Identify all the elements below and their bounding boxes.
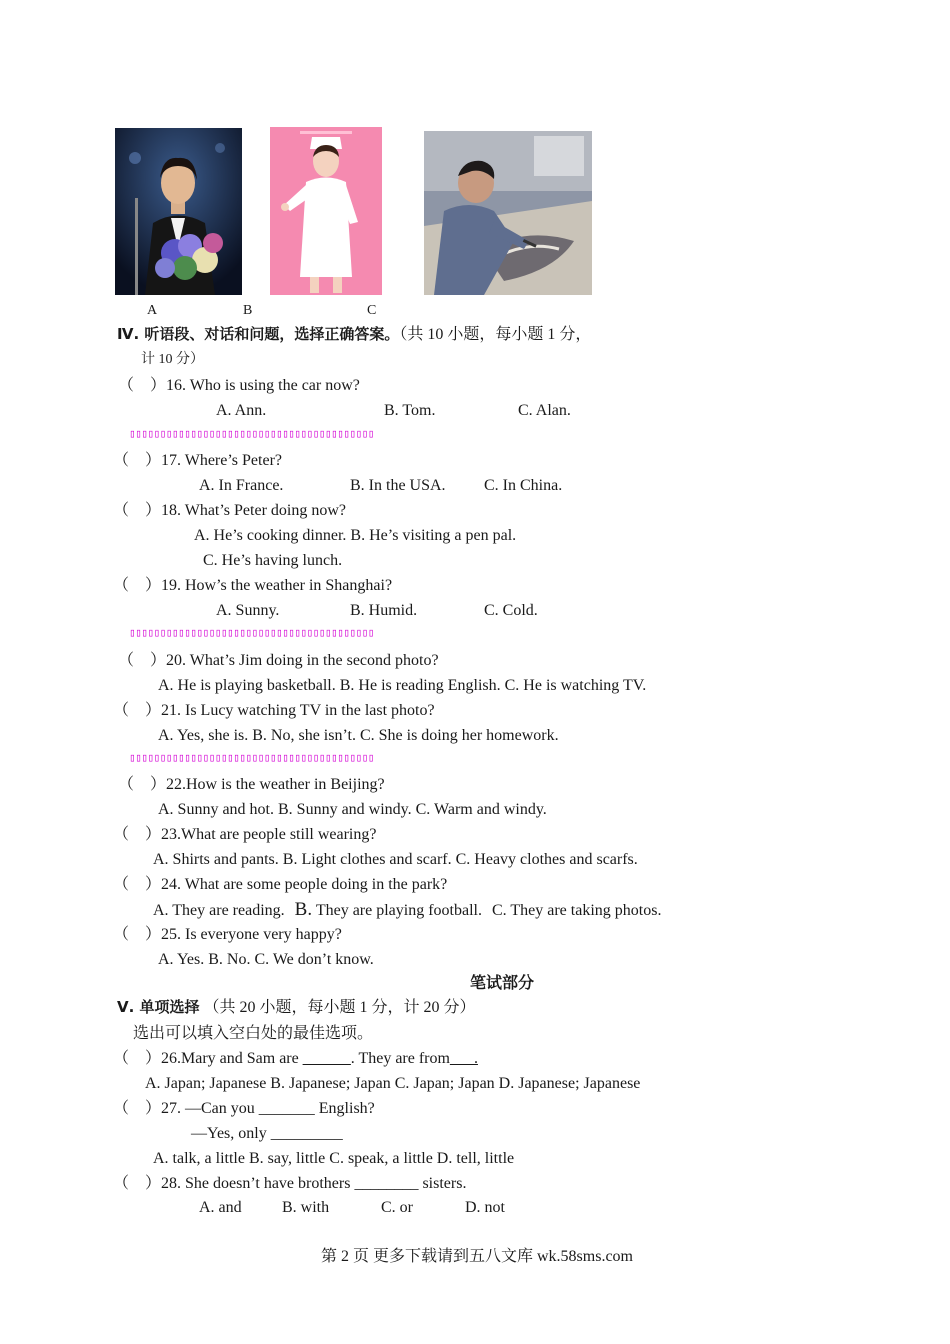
q19-text: 19. How’s the weather in Shanghai?: [161, 577, 393, 594]
q19-option-a: A. Sunny.: [216, 602, 280, 619]
nurse-photo-icon: [270, 127, 382, 295]
q21-options: A. Yes, she is. B. No, she isn’t. C. She is doing her homework.: [158, 727, 559, 744]
q28-option-d: D. not: [465, 1199, 505, 1216]
q27-line-2: —Yes, only _________: [191, 1125, 343, 1142]
photo-label-b: B: [243, 303, 253, 318]
q25-options: A. Yes. B. No. C. We don’t know.: [158, 951, 374, 968]
written-section-heading: 笔试部分: [470, 973, 535, 992]
q19-option-c: C. Cold.: [484, 602, 538, 619]
q26-paren: （ ）: [113, 1050, 162, 1067]
q20-paren: （ ）: [118, 652, 167, 669]
section-5-scoring: （共 20 小题，每小题 1 分，计 20 分）: [203, 999, 476, 1016]
q27-options: A. talk, a little B. say, little C. speak, a little D. tell, little: [153, 1150, 515, 1167]
q27-text: 27. —Can you _______ English?: [161, 1100, 375, 1117]
man-with-flowers-photo-icon: [115, 128, 242, 295]
q28-paren: （ ）: [113, 1175, 162, 1192]
q25-paren: （ ）: [113, 926, 162, 943]
section-5-title: Ⅴ. 单项选择: [117, 998, 200, 1016]
section-4-scoring: （共 10 小题，每小题 1 分，: [399, 326, 592, 343]
q26-text-mid: . They are from: [350, 1050, 450, 1067]
q18-text: 18. What’s Peter doing now?: [161, 502, 347, 519]
q23-options: A. Shirts and pants. B. Light clothes and scarf. C. Heavy clothes and scarfs.: [153, 851, 638, 868]
q28-option-a: A. and: [199, 1199, 242, 1216]
ad-line-3: ▯▯▯▯▯▯▯▯▯▯▯▯▯▯▯▯▯▯▯▯▯▯▯▯▯▯▯▯▯▯▯▯▯▯▯▯▯▯▯▯: [129, 751, 374, 764]
ad-line-1: ▯▯▯▯▯▯▯▯▯▯▯▯▯▯▯▯▯▯▯▯▯▯▯▯▯▯▯▯▯▯▯▯▯▯▯▯▯▯▯▯: [129, 427, 374, 440]
photo-a: [115, 128, 242, 295]
q17-paren: （ ）: [113, 452, 162, 469]
q20-text: 20. What’s Jim doing in the second photo?: [166, 652, 439, 669]
q25-text: 25. Is everyone very happy?: [161, 926, 342, 943]
q24-option-a: A. They are reading.: [153, 902, 285, 919]
photo-c: [424, 131, 592, 295]
q24-options: [153, 900, 661, 919]
q23-text: 23.What are people still wearing?: [161, 826, 377, 843]
q17-option-a: A. In France.: [199, 477, 284, 494]
q24-option-c: C. They are taking photos.: [491, 902, 662, 919]
q17-text: 17. Where’s Peter?: [161, 452, 282, 469]
page-footer: 第 2 页 更多下载请到五八文库 wk.58sms.com: [321, 1248, 634, 1265]
q19-paren: （ ）: [113, 577, 162, 594]
section-4-title: Ⅳ. 听语段、对话和问题，选择正确答案。: [117, 325, 400, 343]
q16-paren: （ ）: [118, 377, 167, 394]
q26-text: [161, 1051, 478, 1067]
q21-text: 21. Is Lucy watching TV in the last photo?: [161, 702, 435, 719]
q22-paren: （ ）: [118, 776, 167, 793]
q22-options: A. Sunny and hot. B. Sunny and windy. C. Warm and windy.: [158, 801, 547, 818]
q23-paren: （ ）: [113, 826, 162, 843]
section-4-heading: [117, 327, 591, 343]
q28-option-c: C. or: [381, 1199, 413, 1216]
q18-paren: （ ）: [113, 502, 162, 519]
q24-option-b: They are playing football.: [315, 902, 482, 919]
q26-blank-2: ___.: [449, 1050, 478, 1067]
section-5-instruction: 选出可以填入空白处的最佳选项。: [133, 1025, 374, 1042]
q16-option-a: A. Ann.: [216, 402, 267, 419]
q26-blank-1: ______: [302, 1050, 351, 1067]
q16-text: 16. Who is using the car now?: [166, 377, 360, 394]
q26-text-pre: 26.Mary and Sam are: [161, 1050, 303, 1067]
q20-options: A. He is playing basketball. B. He is reading English. C. He is watching TV.: [158, 677, 647, 694]
section-4-scoring-line2: 计 10 分）: [141, 352, 204, 367]
q24-text: 24. What are some people doing in the park?: [161, 876, 448, 893]
q24-option-b-letter: B.: [294, 899, 313, 920]
q21-paren: （ ）: [113, 702, 162, 719]
q16-option-b: B. Tom.: [384, 402, 436, 419]
q26-options: A. Japan; Japanese B. Japanese; Japan C. Japan; Japan D. Japanese; Japanese: [145, 1075, 641, 1092]
man-painting-photo-icon: [424, 131, 592, 295]
q24-paren: （ ）: [113, 876, 162, 893]
q19-option-b: B. Humid.: [350, 602, 418, 619]
photo-label-a: A: [147, 303, 158, 318]
ad-line-2: ▯▯▯▯▯▯▯▯▯▯▯▯▯▯▯▯▯▯▯▯▯▯▯▯▯▯▯▯▯▯▯▯▯▯▯▯▯▯▯▯: [129, 626, 374, 639]
q17-option-b: B. In the USA.: [350, 477, 446, 494]
q27-paren: （ ）: [113, 1100, 162, 1117]
section-5-heading: [117, 1000, 476, 1016]
photo-label-c: C: [367, 303, 377, 318]
photo-b: [270, 127, 382, 295]
q28-text: 28. She doesn’t have brothers ________ sisters.: [161, 1175, 467, 1192]
q18-option-c: C. He’s having lunch.: [203, 552, 343, 569]
q18-options-ab: A. He’s cooking dinner. B. He’s visiting a pen pal.: [194, 527, 517, 544]
q17-option-c: C. In China.: [484, 477, 563, 494]
q22-text: 22.How is the weather in Beijing?: [166, 776, 385, 793]
q16-option-c: C. Alan.: [518, 402, 571, 419]
q28-option-b: B. with: [282, 1199, 330, 1216]
